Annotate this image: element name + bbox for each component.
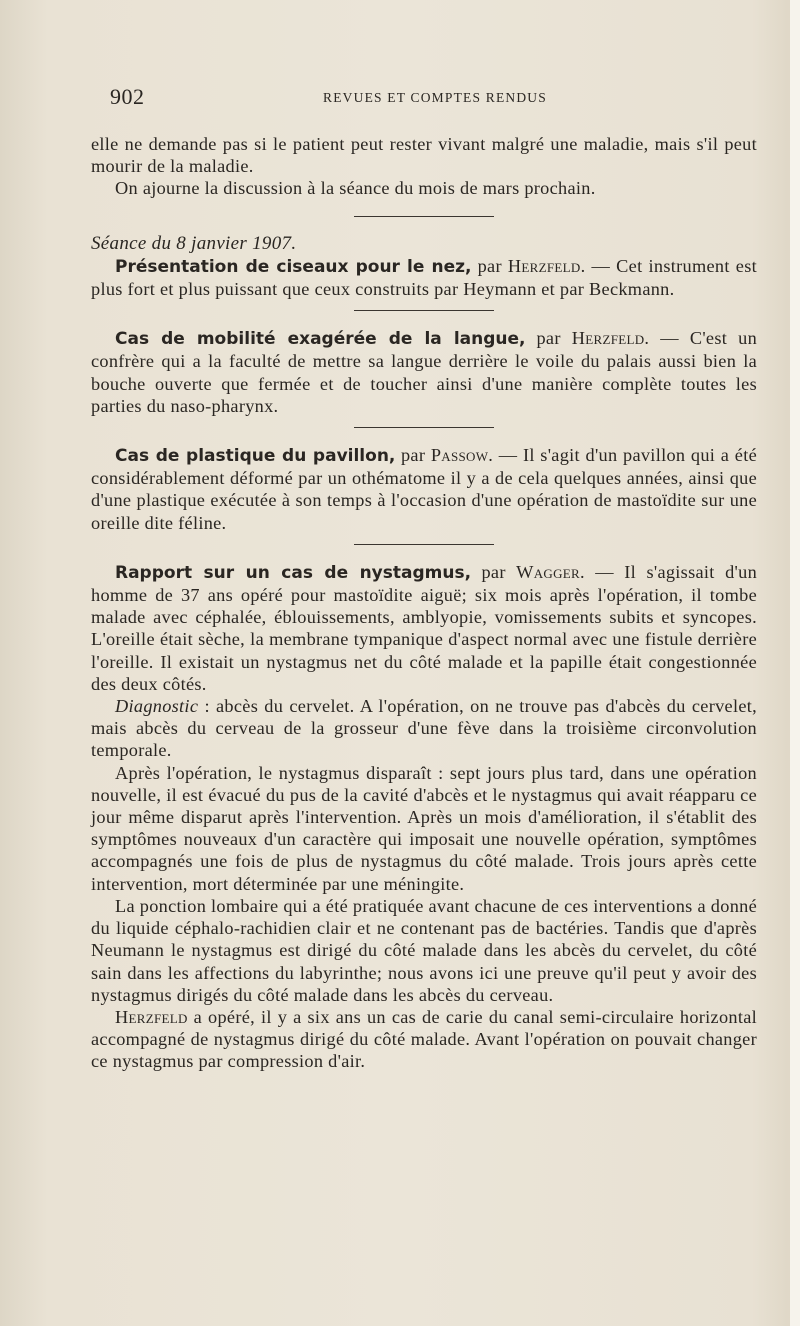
running-title: REVUES ET COMPTES RENDUS [323,90,547,105]
paragraph: La ponction lombaire qui a été pratiquée avant chacune de ces interventions a donné du liquide céphalo-rachidien clair et ne contenant pas de bactéries. Tandis que d'après Neumann le nystagmus est dirigé du côté malade dans les abcès du cervelet, du côté sain dans les affections du labyrinthe; nous avons ici une preuve qu'il peut y avoir des nystagmus dirigés du côté malade dans les abcès du cerveau. [91,895,757,1005]
author-name: Wagger. [516,561,585,582]
section-rule [354,427,494,428]
section-text: — Cet instrument est plus fort et plus puissant que ceux construits par Heymann et par Beckmann. [91,255,758,300]
section-text: — C'est un confrère qui a la faculté de mettre sa langue derrière le voile du palais aussi bien la bouche ouverte que fermée et de toucher ainsi d'une manière complète toutes les parties du naso-pharynx. [91,328,758,416]
body-text [91,133,757,1073]
page-number: 902 [110,84,145,109]
paragraph: On ajourne la discussion à la séance du mois de mars prochain. [115,178,596,199]
section-rule [354,216,494,217]
page-header [110,84,760,114]
by-word: par [400,445,426,466]
author-name: Passow. [430,445,494,466]
section-heading: Cas de mobilité exagérée de la langue, [115,329,526,350]
section-text: — Il s'agit d'un pavillon qui a été considérablement déformé par un othématome il y a de cela quelques années, ainsi que d'une plastique exécutée à son temps à l'occasion d'une opération de mastoïdite sur une oreille dite féline. [91,445,757,533]
section-paragraph [91,444,757,534]
paragraph: elle ne demande pas si le patient peut rester vivant malgré une maladie, mais s'il peut mourir de la maladie. [91,134,757,177]
by-word: par [477,255,502,276]
section-paragraph [91,561,757,695]
diagnostic-text: : abcès du cervelet. A l'opération, on ne trouve pas d'abcès du cervelet, mais abcès du cerveau de la grosseur d'une fève dans la troisième circonvolution temporale. [91,696,757,761]
paragraph [91,1006,757,1073]
session-heading: Séance du 8 janvier 1907. [91,232,297,254]
by-word: par [536,328,561,349]
paragraph [91,695,757,762]
section-text: — Il s'agissait d'un homme de 37 ans opéré pour mastoïdite aiguë; six mois après l'opération, il tombe malade avec céphalée, éblouissements, amblyopie, vomissements subits et syncopes. L'oreille était sèche, la membrane tympanique d'aspect normal avec une fistule derrière l'oreille. Il existait un nystagmus net du côté malade et la papille était congestionnée des deux côtés. [91,561,758,694]
author-name: Herzfeld. [507,255,586,276]
by-word: par [481,561,506,582]
section-heading: Cas de plastique du pavillon, [115,446,396,467]
diagnostic-label: Diagnostic [115,696,199,717]
author-name: Herzfeld [115,1006,188,1027]
section-rule [354,310,494,311]
page-edge [790,0,800,1326]
author-name: Herzfeld. [571,328,650,349]
section-paragraph [91,255,757,300]
section-paragraph [91,327,757,417]
paragraph-text: a opéré, il y a six ans un cas de carie du canal semi-circulaire horizontal accompagné de nystagmus dirigé du côté malade. Avant l'opération on pouvait changer ce nystagmus par compression d'air. [91,1006,757,1072]
section-rule [354,544,494,545]
section-heading: Rapport sur un cas de nystagmus, [115,562,472,583]
section-heading: Présentation de ciseaux pour le nez, [115,256,472,277]
paragraph: Après l'opération, le nystagmus disparaît : sept jours plus tard, dans une opération nouvelle, il est évacué du pus de la cavité d'abcès et le nystagmus qui avait réapparu ce jour même disparut après l'intervention. Après un mois d'amélioration, il s'établit des symptômes nouveaux d'un caractère qui imposait une nouvelle opération, symptômes accompagnés une fois de plus de nystagmus du côté malade. Trois jours après cette intervention, mort déterminée par une méningite. [91,762,757,894]
